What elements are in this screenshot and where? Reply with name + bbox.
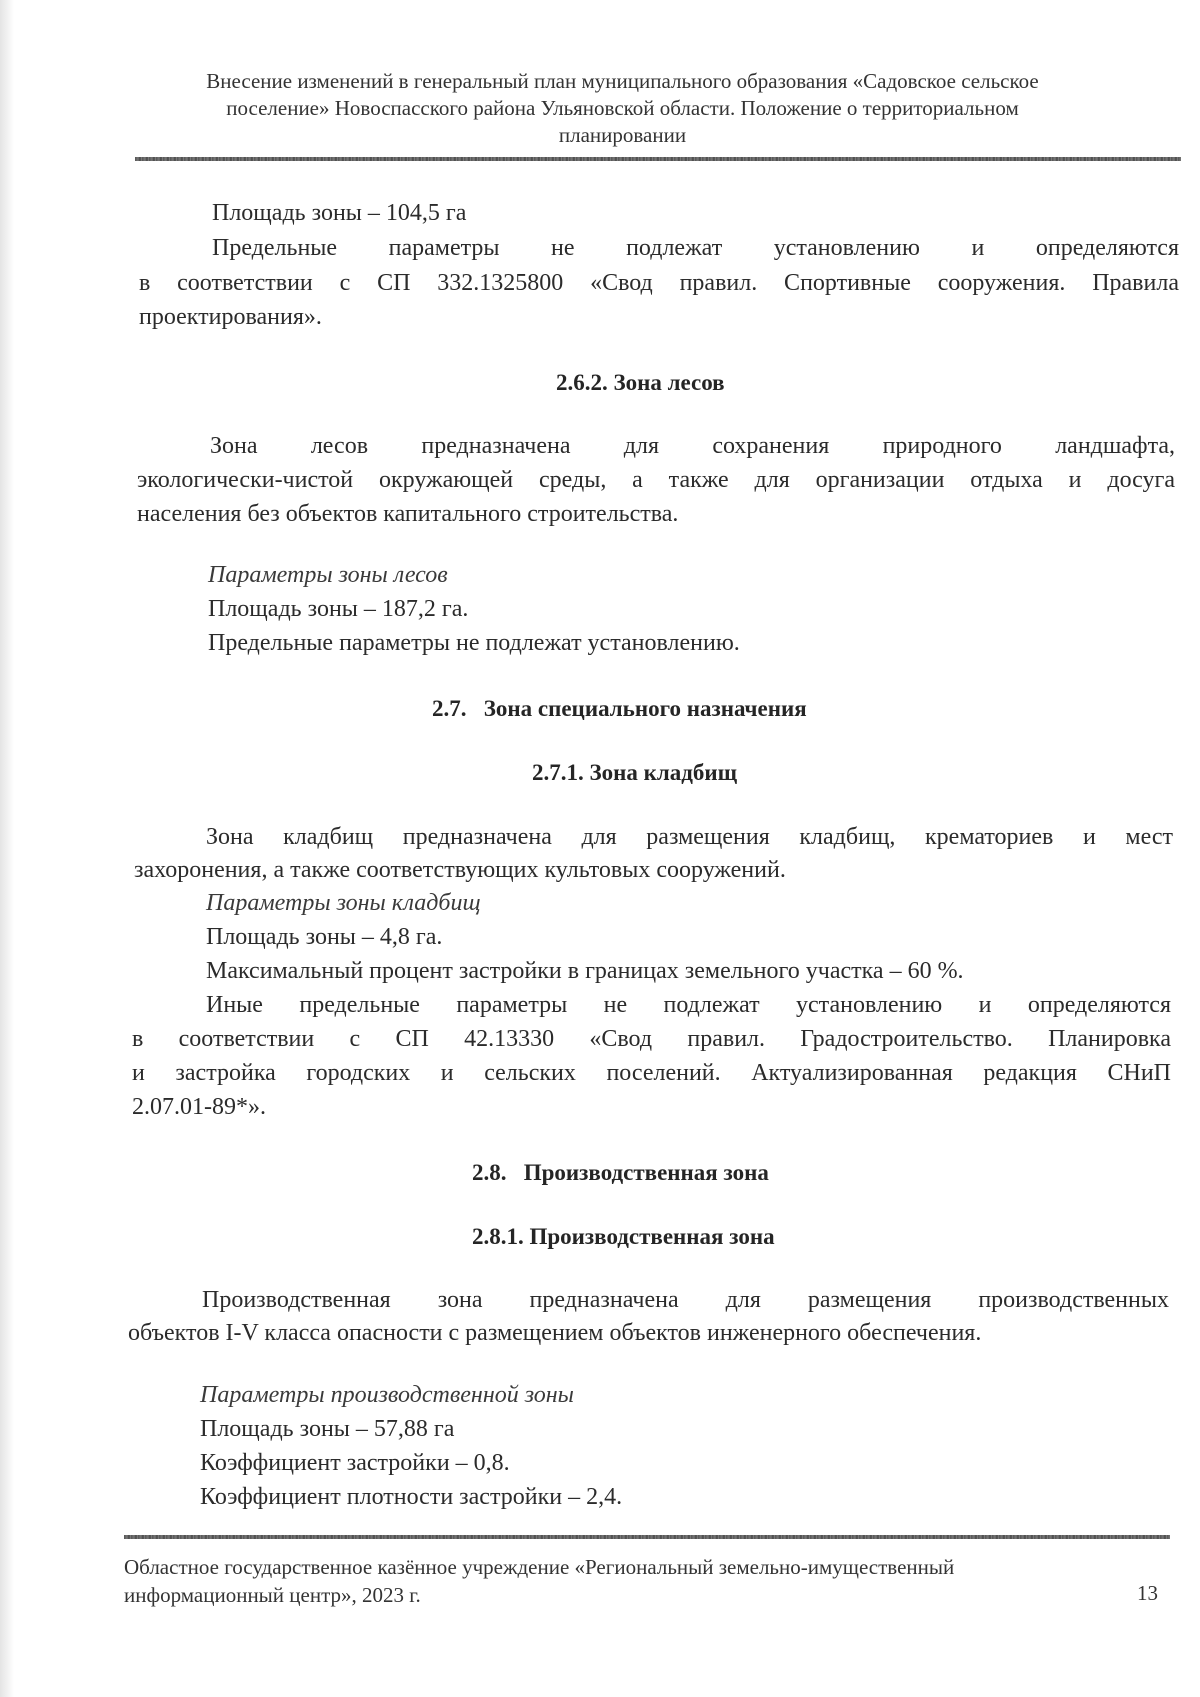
header-line-3: планировании	[558, 123, 687, 147]
zone-area-line: Площадь зоны – 187,2 га.	[208, 596, 469, 622]
paragraph-line: Производственная зона предназначена для размещения производственных	[202, 1287, 1169, 1313]
zone-area-line: Площадь зоны – 57,88 га	[200, 1416, 455, 1442]
paragraph-line: захоронения, а также соответствующих культовых сооружений.	[134, 857, 786, 883]
paragraph-line: проектирования».	[139, 304, 322, 330]
paragraph-line: Предельные параметры не подлежат установлению.	[208, 630, 740, 656]
header-rule	[135, 157, 1181, 161]
paragraph-line: населения без объектов капитального строительства.	[137, 501, 679, 527]
paragraph-line: 2.07.01-89*».	[132, 1094, 266, 1120]
footer-line-1: Областное государственное казённое учреждение «Региональный земельно-имущественный	[124, 1555, 955, 1579]
paragraph-line: объектов I-V класса опасности с размещением объектов инженерного обеспечения.	[128, 1320, 982, 1346]
section-heading-2-7-1: 2.7.1. Зона кладбищ	[532, 760, 738, 785]
parameters-title: Параметры производственной зоны	[200, 1382, 574, 1408]
paragraph-line: Иные предельные параметры не подлежат установлению и определяются	[206, 992, 1171, 1018]
header-line-1: Внесение изменений в генеральный план муниципального образования «Садовское сельское	[206, 69, 1039, 93]
paragraph-line: в соответствии с СП 332.1325800 «Свод правил. Спортивные сооружения. Правила	[139, 270, 1179, 296]
section-heading-2-8: 2.8. Производственная зона	[472, 1160, 769, 1185]
section-heading-2-6-2: 2.6.2. Зона лесов	[556, 370, 725, 395]
footer-line-2: информационный центр», 2023 г.	[124, 1583, 421, 1607]
section-heading-2-7: 2.7. Зона специального назначения	[432, 696, 807, 721]
zone-area-line: Площадь зоны – 4,8 га.	[206, 924, 443, 950]
page-footer	[124, 1553, 1024, 1609]
parameters-title: Параметры зоны лесов	[208, 562, 448, 588]
zone-area-line: Площадь зоны – 104,5 га	[212, 200, 467, 226]
footer-rule	[124, 1535, 1170, 1539]
paragraph-line: в соответствии с СП 42.13330 «Свод правил. Градостроительство. Планировка	[132, 1026, 1171, 1052]
paragraph-line: и застройка городских и сельских поселений. Актуализированная редакция СНиП	[132, 1060, 1171, 1086]
coefficient-line: Коэффициент застройки – 0,8.	[200, 1450, 510, 1476]
section-heading-2-8-1: 2.8.1. Производственная зона	[472, 1224, 775, 1249]
page-header	[150, 68, 1095, 149]
parameters-title: Параметры зоны кладбищ	[206, 890, 481, 916]
header-line-2: поселение» Новоспасского района Ульяновской области. Положение о территориальном	[226, 96, 1019, 120]
paragraph-line: Зона лесов предназначена для сохранения природного ландшафта,	[210, 433, 1175, 459]
coefficient-line: Коэффициент плотности застройки – 2,4.	[200, 1484, 623, 1510]
scan-edge-shadow	[0, 0, 14, 1697]
paragraph-line: Максимальный процент застройки в границах земельного участка – 60 %.	[206, 958, 964, 984]
page-number: 13	[1137, 1581, 1158, 1605]
paragraph-line: Предельные параметры не подлежат установлению и определяются	[212, 235, 1179, 261]
paragraph-line: экологически-чистой окружающей среды, а также для организации отдыха и досуга	[137, 467, 1175, 493]
paragraph-line: Зона кладбищ предназначена для размещения кладбищ, крематориев и мест	[206, 824, 1173, 850]
